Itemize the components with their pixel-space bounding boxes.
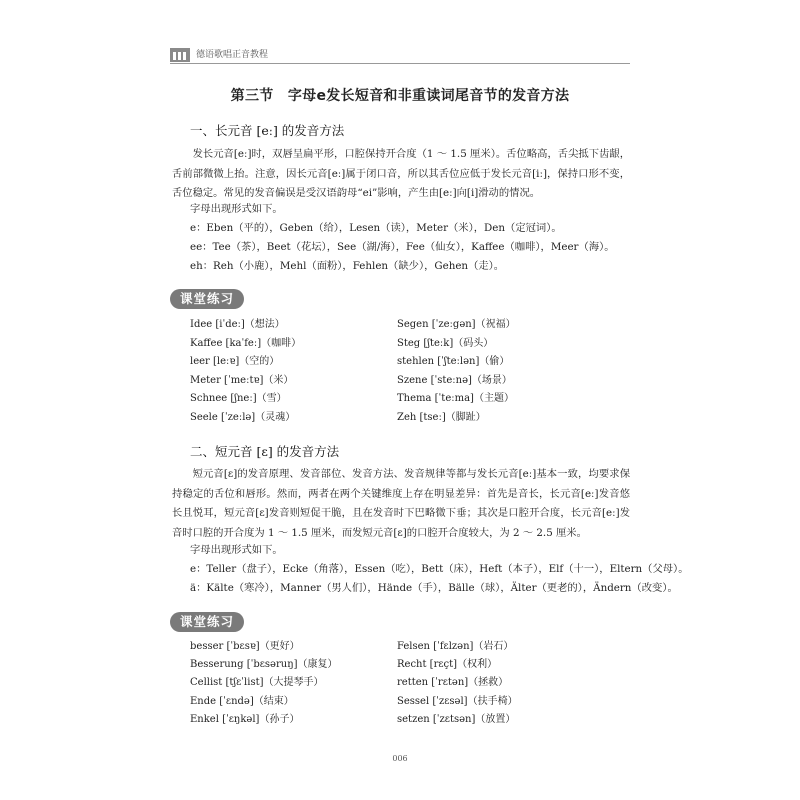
example-item: Idee [iˈdeː]（想法）: [190, 319, 285, 330]
example-item: stehlen [ˈʃteːlən]（偷）: [397, 356, 510, 367]
example-item: Besserung [ˈbɛsəruŋ]（康复）: [190, 659, 338, 670]
exercise-badge: 课堂练习: [170, 612, 244, 632]
example-item: Kaffee [kaˈfeː]（咖啡）: [190, 338, 302, 349]
section1-heading: 一、长元音 [eː] 的发音方法: [190, 123, 345, 138]
example-item: Cellist [tʃɛˈlist]（大提琴手）: [190, 677, 324, 688]
example-item: Segen [ˈzeːgən]（祝福）: [397, 319, 516, 330]
section2-line: e：Teller（盘子），Ecke（角落），Essen（吃），Bett（床），Heft（本子），Elf（十一），Eltern（父母）。: [190, 563, 689, 575]
section1-paragraph: 发长元音[eː]时，双唇呈扁平形，口腔保持开合度（1 ～ 1.5 厘米）。舌位略高，舌尖抵下齿龈，舌前部微微上抬。注意，因长元音[eː]属于闭口音，所以其舌位应低于发长元音[iː]，保持口形不变，舌位稳定。常见的发音偏误是受汉语韵母“ei”影响，产生由[eː]向[i]滑动的情况。: [172, 148, 630, 200]
section1-line: 字母出现形式如下。: [190, 203, 283, 215]
section1-line: ee：Tee（茶），Beet（花坛），See（湖/海），Fee（仙女），Kaffee（咖啡），Meer（海）。: [190, 241, 615, 253]
header-book-title: 德语歌唱正音教程: [196, 50, 269, 60]
page-number: 006: [392, 754, 408, 763]
example-item: besser [ˈbɛsɐ]（更好）: [190, 641, 300, 652]
example-item: Felsen [ˈfɛlzən]（岩石）: [397, 641, 514, 652]
example-item: Sessel [ˈzɛsəl]（扶手椅）: [397, 696, 518, 707]
example-item: Zeh [tseː]（脚趾）: [397, 412, 486, 423]
example-item: Seele [ˈzeːlə]（灵魂）: [190, 412, 296, 423]
header-divider: [170, 63, 630, 64]
example-item: setzen [ˈzɛtsən]（放置）: [397, 714, 516, 725]
example-item: Ende [ˈɛndə]（结束）: [190, 696, 294, 707]
example-item: Steg [ʃteːk]（码头）: [397, 338, 494, 349]
running-header: [170, 48, 630, 62]
exercise-badge: 课堂练习: [170, 289, 244, 309]
section1-line: eh：Reh（小鹿），Mehl（面粉），Fehlen（缺少），Gehen（走）。: [190, 260, 505, 272]
example-item: retten [ˈrɛtən]（拯救）: [397, 677, 509, 688]
example-item: leer [leːɐ]（空的）: [190, 356, 280, 367]
example-item: Schnee [ʃneː]（雪）: [190, 393, 287, 404]
section2-heading: 二、短元音 [ɛ] 的发音方法: [190, 444, 340, 459]
example-item: Szene [ˈsteːnə]（场景）: [397, 375, 512, 386]
section2-line: 字母出现形式如下。: [190, 544, 283, 556]
section1-line: e：Eben（平的），Geben（给），Lesen（读），Meter（米），Den（定冠词）。: [190, 222, 562, 234]
section2-line: ä：Kälte（寒冷），Manner（男人们），Hände（手），Bälle（球），Älter（更老的），Ändern（改变）。: [190, 582, 678, 594]
example-item: Meter [ˈmeːtɐ]（米）: [190, 375, 294, 386]
section-title: 第三节 字母e发长短音和非重读词尾音节的发音方法: [230, 88, 570, 104]
section2-paragraph: 短元音[ɛ]的发音原理、发音部位、发音方法、发音规律等都与发长元音[eː]基本一致，均要求保持稳定的舌位和唇形。然而，两者在两个关键维度上存在明显差异：首先是音长，长元音[eː]发音悠长且悦耳，短元音[ɛ]发音则短促干脆，且在发音时下巴略微下垂；其次是口腔开合度，长元音[eː]发音时口腔的开合度为 1 ～ 1.5 厘米，而发短元音[ɛ]的口腔开合度较大，为 2 ～ 2.5 厘米。: [172, 468, 630, 539]
example-item: Thema [ˈteːma]（主题）: [397, 393, 514, 404]
example-item: Enkel [ˈɛŋkəl]（孙子）: [190, 714, 300, 725]
example-item: Recht [rɛçt]（权利）: [397, 659, 498, 670]
book-logo-icon: [170, 48, 190, 62]
